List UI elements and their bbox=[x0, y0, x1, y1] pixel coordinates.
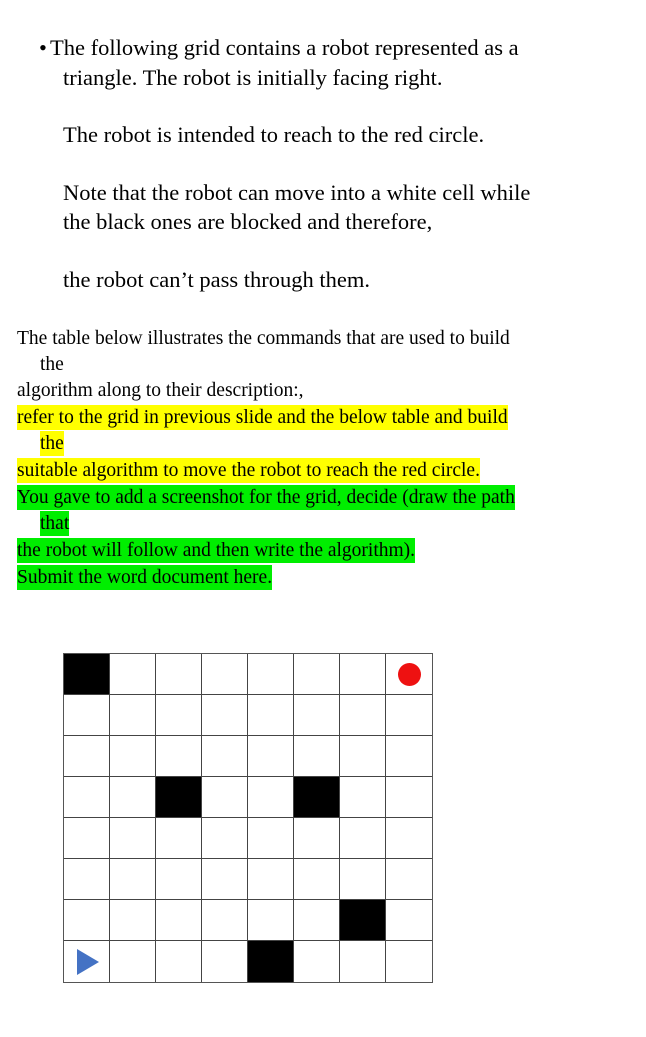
intro-line: triangle. The robot is initially facing right. bbox=[63, 65, 443, 90]
highlighted-instruction-line: Submit the word document here. bbox=[17, 567, 273, 588]
grid-cell bbox=[202, 736, 248, 777]
grid-cell bbox=[248, 654, 294, 695]
grid-cell bbox=[110, 695, 156, 736]
grid-cell bbox=[202, 859, 248, 900]
grid-cell bbox=[340, 818, 386, 859]
grid-cell bbox=[386, 777, 432, 818]
grid-cell bbox=[156, 818, 202, 859]
robot-grid bbox=[63, 653, 433, 983]
grid-cell bbox=[248, 736, 294, 777]
grid-cell bbox=[64, 736, 110, 777]
blocked-cell bbox=[248, 941, 294, 982]
grid-cell bbox=[294, 859, 340, 900]
grid-cell bbox=[386, 736, 432, 777]
grid-cell bbox=[64, 900, 110, 941]
bullet: • bbox=[39, 35, 47, 60]
red-circle-goal-icon bbox=[398, 663, 421, 686]
grid-cell bbox=[156, 695, 202, 736]
highlighted-instruction-line: refer to the grid in previous slide and the below table and build bbox=[17, 407, 508, 428]
grid-cell bbox=[294, 818, 340, 859]
grid-cell bbox=[110, 777, 156, 818]
grid-cell bbox=[156, 941, 202, 982]
grid-cell bbox=[248, 859, 294, 900]
grid-cell bbox=[156, 859, 202, 900]
instruction-line: The table below illustrates the commands that are used to build bbox=[17, 328, 510, 349]
grid-cell bbox=[156, 900, 202, 941]
grid-cell bbox=[386, 859, 432, 900]
grid-cell bbox=[64, 818, 110, 859]
grid-cell bbox=[64, 695, 110, 736]
grid-cell bbox=[340, 859, 386, 900]
grid-cell bbox=[340, 777, 386, 818]
grid-cell bbox=[386, 654, 432, 695]
grid-cell bbox=[110, 859, 156, 900]
grid-cell bbox=[248, 777, 294, 818]
blocked-cell bbox=[294, 777, 340, 818]
instruction-line: the bbox=[40, 354, 64, 375]
grid-cell bbox=[248, 900, 294, 941]
blocked-cell bbox=[64, 654, 110, 695]
grid-cell bbox=[110, 941, 156, 982]
grid-cell bbox=[202, 818, 248, 859]
grid-cell bbox=[294, 941, 340, 982]
highlighted-instruction-line: You gave to add a screenshot for the grid, decide (draw the path bbox=[17, 487, 515, 508]
grid-cell bbox=[110, 654, 156, 695]
intro-line: the black ones are blocked and therefore, bbox=[63, 209, 433, 234]
grid-cell bbox=[64, 777, 110, 818]
grid-cell bbox=[202, 777, 248, 818]
grid-cell bbox=[294, 900, 340, 941]
grid-cell bbox=[202, 695, 248, 736]
grid-cell bbox=[340, 654, 386, 695]
intro-line: The following grid contains a robot represented as a bbox=[50, 35, 519, 60]
grid-cell bbox=[340, 736, 386, 777]
highlighted-instruction-line: that bbox=[40, 513, 70, 534]
blocked-cell bbox=[156, 777, 202, 818]
grid-cell bbox=[386, 941, 432, 982]
grid-cell bbox=[202, 654, 248, 695]
grid-cell bbox=[110, 900, 156, 941]
robot-triangle-icon bbox=[77, 949, 99, 975]
grid-cell bbox=[340, 941, 386, 982]
intro-line: The robot is intended to reach to the red circle. bbox=[63, 122, 485, 147]
highlighted-instruction-line: the robot will follow and then write the algorithm). bbox=[17, 540, 416, 561]
grid-cell bbox=[110, 736, 156, 777]
grid-cell bbox=[294, 695, 340, 736]
grid-cell bbox=[386, 818, 432, 859]
grid-cell bbox=[64, 859, 110, 900]
highlighted-instruction-line: suitable algorithm to move the robot to reach the red circle. bbox=[17, 460, 480, 481]
intro-line: the robot can’t pass through them. bbox=[63, 267, 371, 292]
instruction-line: algorithm along to their description:, bbox=[17, 380, 304, 401]
grid-cell bbox=[340, 695, 386, 736]
grid-cell bbox=[248, 818, 294, 859]
grid-cell bbox=[202, 900, 248, 941]
grid-cell bbox=[156, 736, 202, 777]
highlighted-instruction-line: the bbox=[40, 433, 64, 454]
grid-cell bbox=[64, 941, 110, 982]
grid-cell bbox=[386, 695, 432, 736]
grid-cell bbox=[202, 941, 248, 982]
grid-cell bbox=[248, 695, 294, 736]
grid-cell bbox=[386, 900, 432, 941]
grid-cell bbox=[110, 818, 156, 859]
grid-cell bbox=[294, 654, 340, 695]
grid-cell bbox=[156, 654, 202, 695]
grid-cell bbox=[294, 736, 340, 777]
intro-line: Note that the robot can move into a white cell while bbox=[63, 180, 531, 205]
blocked-cell bbox=[340, 900, 386, 941]
